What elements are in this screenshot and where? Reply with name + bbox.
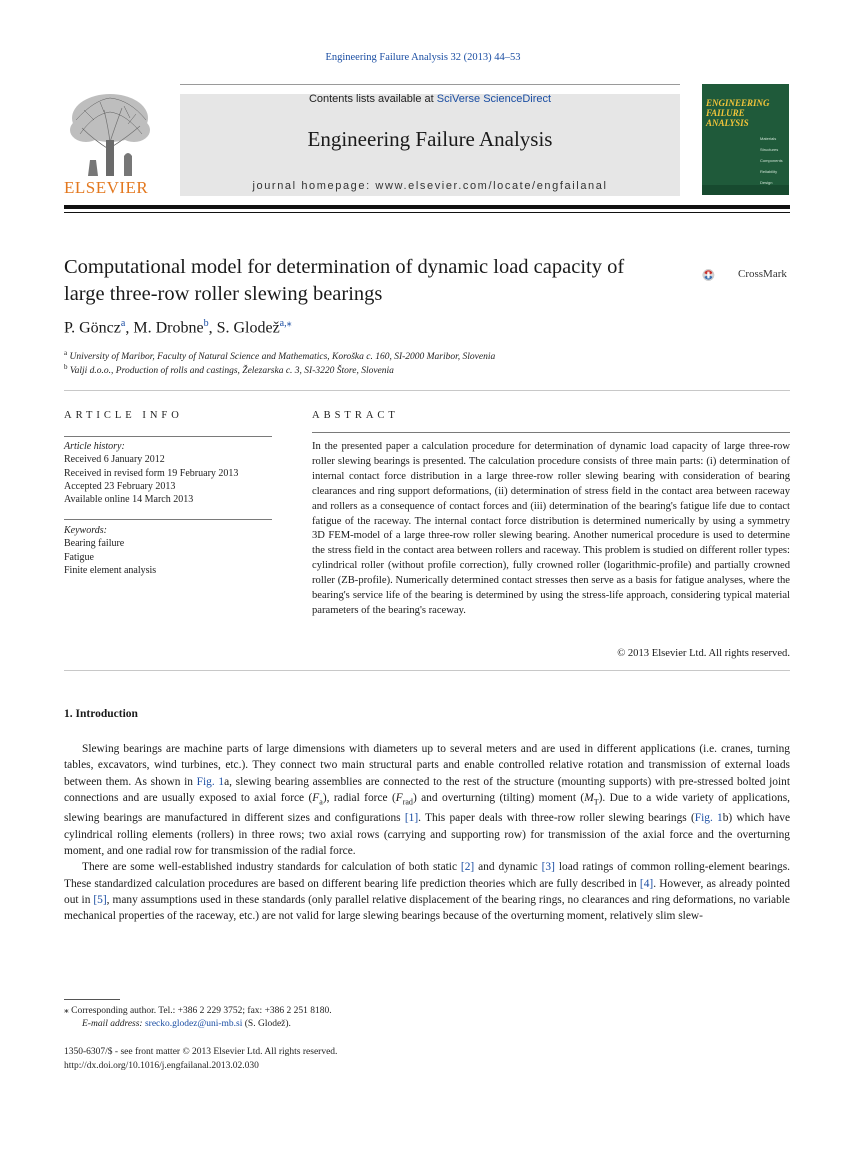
cover-line: Design (760, 180, 773, 185)
history-label: Article history: (64, 441, 125, 452)
contents-prefix: Contents lists available at (308, 93, 437, 105)
history-item: Received in revised form 19 February 2013 (64, 467, 239, 479)
text-run: load ratings of common rolling-element bearings. These standardized calculation procedures are based on different bearing life prediction theories which are fully described in (64, 861, 790, 890)
cover-strip (702, 185, 789, 195)
citation-link[interactable]: [1] (404, 812, 419, 825)
header-rule (180, 84, 680, 85)
citation-link[interactable]: [5] (93, 893, 107, 906)
abstract-heading: ABSTRACT (312, 410, 399, 421)
journal-title: Engineering Failure Analysis (307, 127, 553, 151)
journal-reference[interactable]: Engineering Failure Analysis 32 (2013) 44–53 (325, 52, 521, 63)
author-name[interactable]: P. Göncz (64, 319, 121, 337)
text-run: ). Due to a wide variety of applications, slewing bearings are manufactured in different sizes and configurations (64, 791, 790, 825)
affiliation (64, 363, 394, 376)
author-name[interactable]: S. Glodež (216, 319, 280, 337)
abstract-rule (312, 432, 790, 433)
email-link[interactable]: srecko.glodez@uni-mb.si (144, 1019, 243, 1029)
info-rule (64, 519, 272, 520)
sciencedirect-link[interactable]: SciVerse ScienceDirect (436, 93, 552, 105)
text-run: and dynamic (474, 861, 542, 874)
keyword: Finite element analysis (64, 564, 157, 576)
separator (64, 390, 790, 391)
history-item: Accepted 23 February 2013 (64, 480, 176, 492)
citation-link[interactable]: [2] (460, 861, 475, 874)
citation-link[interactable]: [3] (541, 861, 555, 874)
history-item: Received 6 January 2012 (64, 454, 165, 466)
header-thin-rule (64, 212, 790, 213)
article-title: Computational model for determination of dynamic load capacity of large three-row roller slewing bearings (64, 256, 625, 305)
affiliation (64, 349, 495, 362)
doi-link[interactable]: http://dx.doi.org/10.1016/j.engfailanal.2013.02.030 (64, 1061, 259, 1071)
text-run: . This paper deals with three-row roller slewing bearings ( (418, 812, 695, 825)
email-note (82, 1019, 291, 1029)
affiliation-text: University of Maribor, Faculty of Natural Science and Mathematics, Koroška c. 160, SI-2000 Maribor, Slovenia (69, 352, 496, 363)
abstract-copyright: © 2013 Elsevier Ltd. All rights reserved. (617, 648, 790, 659)
math-subscript: a (319, 797, 323, 807)
math-subscript: T (593, 797, 599, 807)
publisher-logo-text[interactable]: ELSEVIER (64, 178, 149, 197)
journal-homepage[interactable]: journal homepage: www.elsevier.com/locate/engfailanal (252, 180, 608, 192)
crossmark-label[interactable]: CrossMark (738, 268, 787, 280)
math-symbol: F (312, 791, 320, 804)
author-name[interactable]: M. Drobne (133, 319, 204, 337)
text-run: ) and overturning (tilting) moment ( (412, 791, 585, 804)
affiliation-mark: b (64, 363, 68, 371)
cover-title-line: FAILURE (706, 108, 745, 118)
issn-line: 1350-6307/$ - see front matter © 2013 Elsevier Ltd. All rights reserved. (64, 1047, 338, 1057)
citation-link[interactable]: [4] (639, 877, 654, 890)
math-symbol: F (395, 791, 403, 804)
citation-link[interactable]: Fig. 1 (196, 775, 225, 788)
author-affil-mark[interactable]: a,⁎ (279, 318, 292, 329)
email-label: E-mail address: (82, 1019, 145, 1029)
contents-line (180, 93, 680, 105)
separator (64, 670, 790, 671)
citation-link[interactable]: Fig. 1 (694, 812, 723, 825)
text-run: . However, as already pointed out in (64, 877, 790, 906)
text-run: ), radial force ( (322, 791, 396, 804)
keyword: Bearing failure (64, 538, 125, 550)
article-info-heading: ARTICLE INFO (64, 410, 183, 421)
affiliation-mark: a (64, 349, 68, 357)
math-subscript: rad (402, 797, 413, 807)
journal-cover[interactable] (702, 84, 789, 195)
keywords (64, 524, 272, 577)
email-suffix: (S. Glodež). (242, 1019, 291, 1029)
text-run: Slewing bearings are machine parts of large dimensions with diameters up to several meters and are used in different applications (i.e. cranes, turning tables, excavators, wind turbines, etc.). They connect two main structural parts and enable controlled relative rotation and transmission of external loads between them. As shown in (64, 743, 790, 788)
cover-line: Materials (760, 136, 777, 141)
cover-title-line: ENGINEERING (706, 98, 770, 108)
math-symbol: M (584, 791, 594, 804)
corresponding-author-note: ⁎ Corresponding author. Tel.: +386 2 229 3752; fax: +386 2 251 8180. (64, 1006, 332, 1016)
text-run: , many assumptions used in these standards (only parallel relative displacement of the bearing rings, no clearances and ring deformations, no variable mechanical properties of the raceway, etc.) are not valid for large slewing bearings because of the overturning moment, relatively slim slew- (64, 893, 790, 923)
text-run: There are some well-established industry standards for calculation of both static (82, 861, 461, 874)
author-list: P. Göncz$^a$, M. Drobne$^b$, S. Glodež$^{a,⁎}$ (64, 318, 292, 337)
header-thick-rule (64, 205, 790, 209)
cover-line: Components (760, 158, 783, 163)
cover-title-line: ANALYSIS (706, 118, 749, 128)
keyword: Fatigue (64, 551, 94, 563)
introduction-body (64, 741, 790, 925)
article-history (64, 440, 272, 506)
author-affil-mark[interactable]: a (120, 318, 126, 329)
footnote-rule (64, 999, 120, 1000)
paragraph (64, 859, 790, 924)
text-run: a, slewing bearing assemblies are connected to the rest of the structure (mounting supports) with pre-stressed bolted joint connections and are usually exposed to axial force ( (64, 775, 790, 804)
affiliation-text: Valji d.o.o., Production of rolls and castings, Železarska c. 3, SI-3220 Štore, Slovenia (69, 366, 394, 377)
cover-title (706, 98, 770, 128)
section-heading: 1. Introduction (64, 708, 138, 720)
keywords-label: Keywords: (64, 525, 107, 536)
paragraph (64, 741, 790, 859)
elsevier-tree-icon (64, 90, 156, 176)
crossmark-icon[interactable] (702, 258, 736, 292)
history-item: Available online 14 March 2013 (64, 494, 194, 506)
info-rule (64, 436, 272, 437)
abstract-text: In the presented paper a calculation procedure for determination of dynamic load capacity of large three-row roller slewing bearings is presented. The calculation procedure consists of three main parts: (i) determination of internal contact force distribution in a large three-row roller slewing bearing with consideration of bearing clearances and ring support deformations, (ii) determination of stress field in the contact area between raceway and rollers as a consequence of contact forces and (iii) determination of the bearing's fatigue life due to contact fatigue of the raceway. The internal contact force distribution is determined numerically by using a symmetry 3D FEM-model of a large three-row roller slewing bearing. Another numerical procedure is used to determine the stress field in the contact area between rollers and raceway. This problem is studied on different roller types: cylindrical roller (without profile correction), fully crowned roller (logarithmic-profile) and partially crowned roller (ZB-profile). Numerically determined contact stresses then serve as a basis for fatigue analyses, where the bearing's service life of the bearing is determined by using the stress-life approach, considering typical material parameters of the bearing's raceway. (312, 441, 790, 616)
cover-line: Reliability (760, 169, 778, 174)
text-run: b) which have cylindrical rolling elements (rollers) in three rows; two axial rows (carrying and supporting row) for transmission of the axial force and the overturning moment, and one radial row for transmission of the radial force. (64, 812, 790, 858)
author-affil-mark[interactable]: b (203, 318, 209, 329)
cover-line: Structures (760, 147, 779, 152)
